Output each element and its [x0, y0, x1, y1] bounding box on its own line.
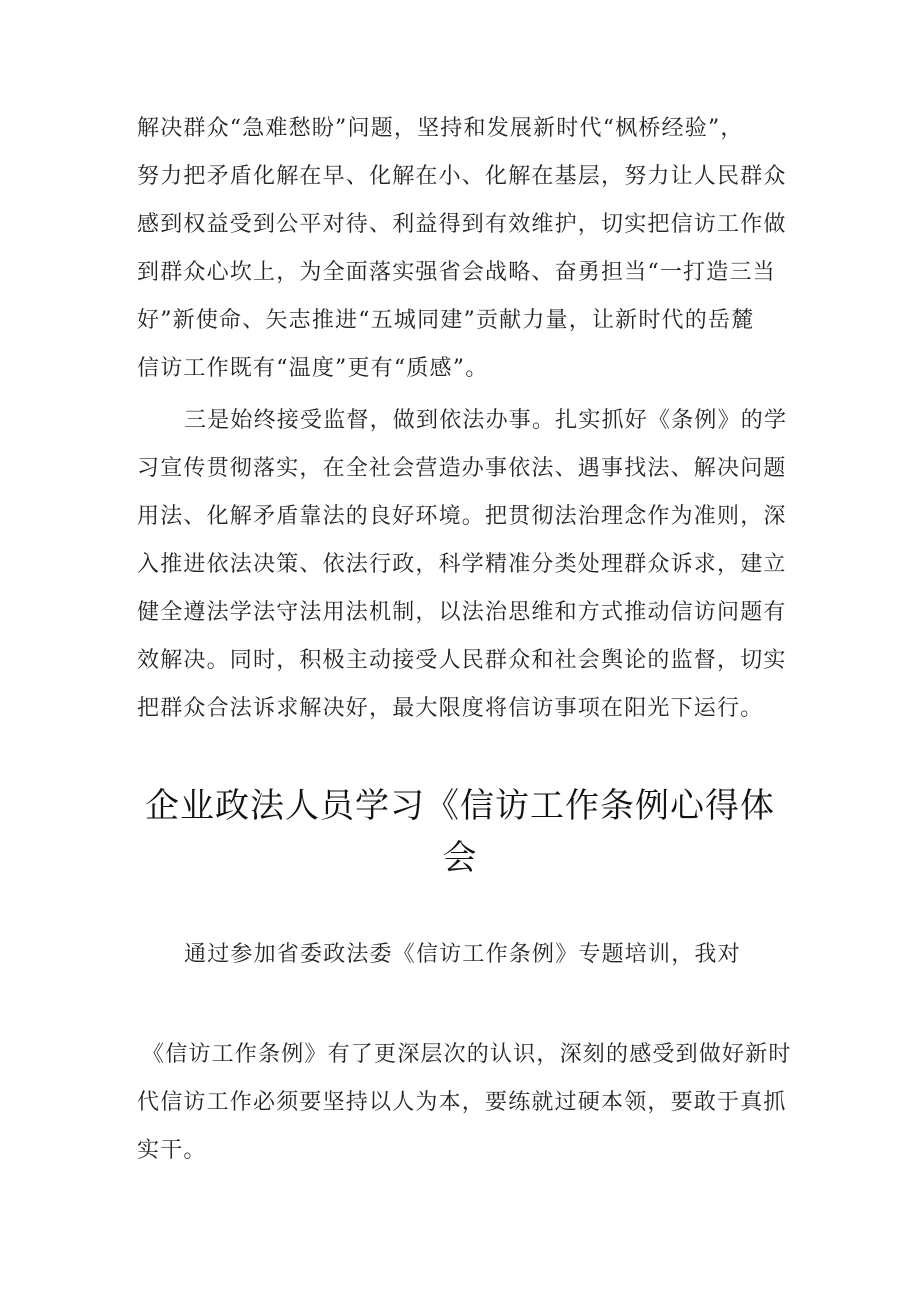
paragraph-3-line: 通过参加省委政法委《信访工作条例》专题培训，我对	[184, 942, 741, 967]
paragraph-1-line: 解决群众“急难愁盼”问题，坚持和发展新时代“枫桥经验”，	[137, 116, 744, 141]
paragraph-4-line: 实干。	[137, 1138, 207, 1163]
paragraph-1-line: 感到权益受到公平对待、利益得到有效维护，切实把信访工作做	[137, 212, 787, 237]
paragraph-4-line: 代信访工作必须要坚持以人为本，要练就过硬本领，要敢于真抓	[137, 1090, 787, 1115]
paragraph-2-line: 用法、化解矛盾靠法的良好环境。把贯彻法治理念作为准则，深	[137, 504, 787, 529]
paragraph-1-line: 努力把矛盾化解在早、化解在小、化解在基层，努力让人民群众	[137, 164, 787, 189]
paragraph-1-line: 到群众心坎上，为全面落实强省会战略、奋勇担当“一打造三当	[137, 260, 776, 285]
paragraph-1-line: 好”新使命、矢志推进“五城同建”贡献力量，让新时代的岳麓	[137, 308, 755, 333]
paragraph-2-line: 效解决。同时，积极主动接受人民群众和社会舆论的监督，切实	[137, 648, 787, 673]
paragraph-1-line: 信访工作既有“温度”更有“质感”。	[137, 356, 489, 381]
title-line: 企业政法人员学习《信访工作条例心得体	[145, 786, 775, 826]
paragraph-2-line: 入推进依法决策、依法行政，科学精准分类处理群众诉求，建立	[137, 552, 787, 577]
paragraph-2-line: 健全遵法学法守法用法机制，以法治思维和方式推动信访问题有	[137, 600, 787, 625]
paragraph-4-line: 《信访工作条例》有了更深层次的认识，深刻的感受到做好新时	[142, 1042, 792, 1067]
paragraph-2-line: 三是始终接受监督，做到依法办事。扎实抓好《条例》的学	[184, 408, 788, 433]
title-line: 会	[442, 838, 478, 878]
paragraph-2-line: 习宣传贯彻落实，在全社会营造办事依法、遇事找法、解决问题	[137, 456, 787, 481]
paragraph-2-line: 把群众合法诉求解决好，最大限度将信访事项在阳光下运行。	[137, 696, 764, 721]
